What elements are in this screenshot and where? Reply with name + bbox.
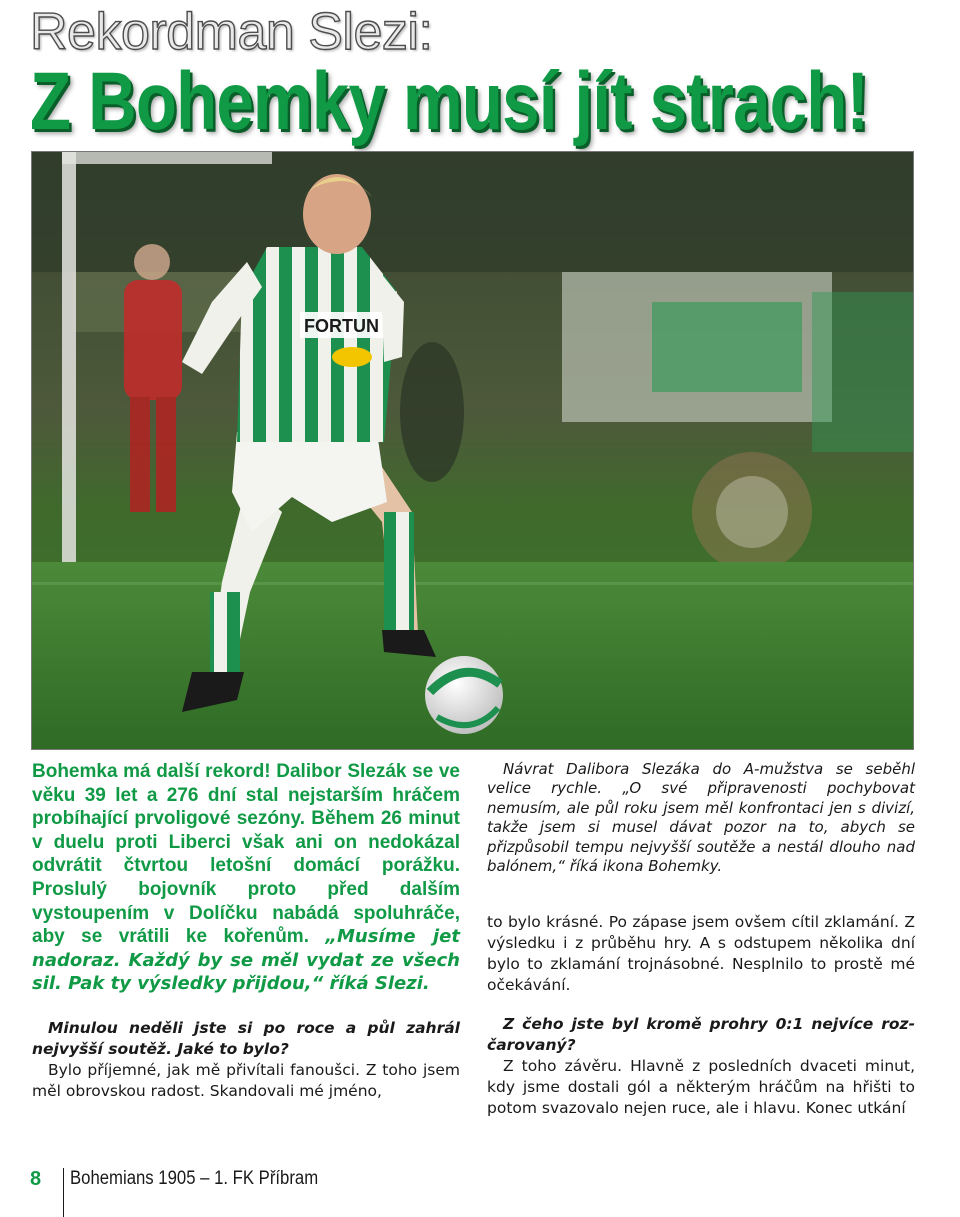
lead-text: Bohemka má další rekord! Dalibor Slezák se ve věku 39 let a 276 dní stal nejstarším hráčem probíhající prvoligové sezóny. Během 26 minut v duelu proti Liberci však ani on nedokázal odvrátit čtvrtou letošní domácí porážku. Proslulý bojovník proto před dalším vystoupením v Dolíčku nabádá spoluhráče, aby se vrátili ke kořenům. [32, 761, 460, 948]
article-headline: Z Bohemky musí jít strach! [30, 56, 869, 147]
page-number: 8 [30, 1168, 42, 1190]
article-lead [32, 760, 460, 996]
left-column [32, 760, 460, 1102]
match-photo [31, 151, 914, 750]
jersey-sponsor: FORTUN [304, 316, 379, 336]
right-column [487, 760, 915, 1119]
interview-question-2: Z čeho jste byl kromě prohry 0:1 nejvíce rozčarovaný? [487, 1015, 915, 1055]
pull-quote: Návrat Dalibora Slezáka do A-mužstva se seběhl velice rychle. „O své připravenosti pochybovat nemusím, ale půl roku jsem měl konfrontaci jen s divizí, takže jsem si musel dávat pozor na to, abych se přizpůsobil tempu nejvyšší soutěže a nestál dlouho nad balónem,“ říká ikona Bohemky. [487, 760, 915, 876]
interview-question-1: Minulou neděli jste si po roce a půl zahrál nejvyšší soutěž. Jaké to bylo? [32, 1018, 460, 1058]
lead-quote: „Musíme jet nadoraz. Každý by se měl vydat ze všech sil. Pak ty výsledky přijdou,“ říká Slezi. [32, 926, 460, 995]
article-kicker: Rekordman Slezi: [30, 3, 433, 61]
interview-answer-1b: to bylo krásné. Po zápase jsem ovšem cítil zklamání. Z výsledku i z průběhu hry. A s odstupem několika dní bylo to zklamání trojnásobné. Nesplnilo to prostě mé očekávání. [487, 913, 915, 995]
interview-answer-1a: Bylo příjemné, jak mě přivítali fanoušci. Z toho jsem měl obrovskou radost. Skandovali mé jméno, [32, 1060, 460, 1100]
footer-divider [63, 1168, 64, 1217]
footer-match-title: Bohemians 1905 – 1. FK Příbram [70, 1168, 319, 1189]
interview-answer-2: Z toho závěru. Hlavně z posledních dvaceti minut, kdy jsme dostali gól a některým hráčům na hřišti to potom svazovalo nejen ruce, ale i hlavu. Konec utkání [487, 1057, 915, 1118]
